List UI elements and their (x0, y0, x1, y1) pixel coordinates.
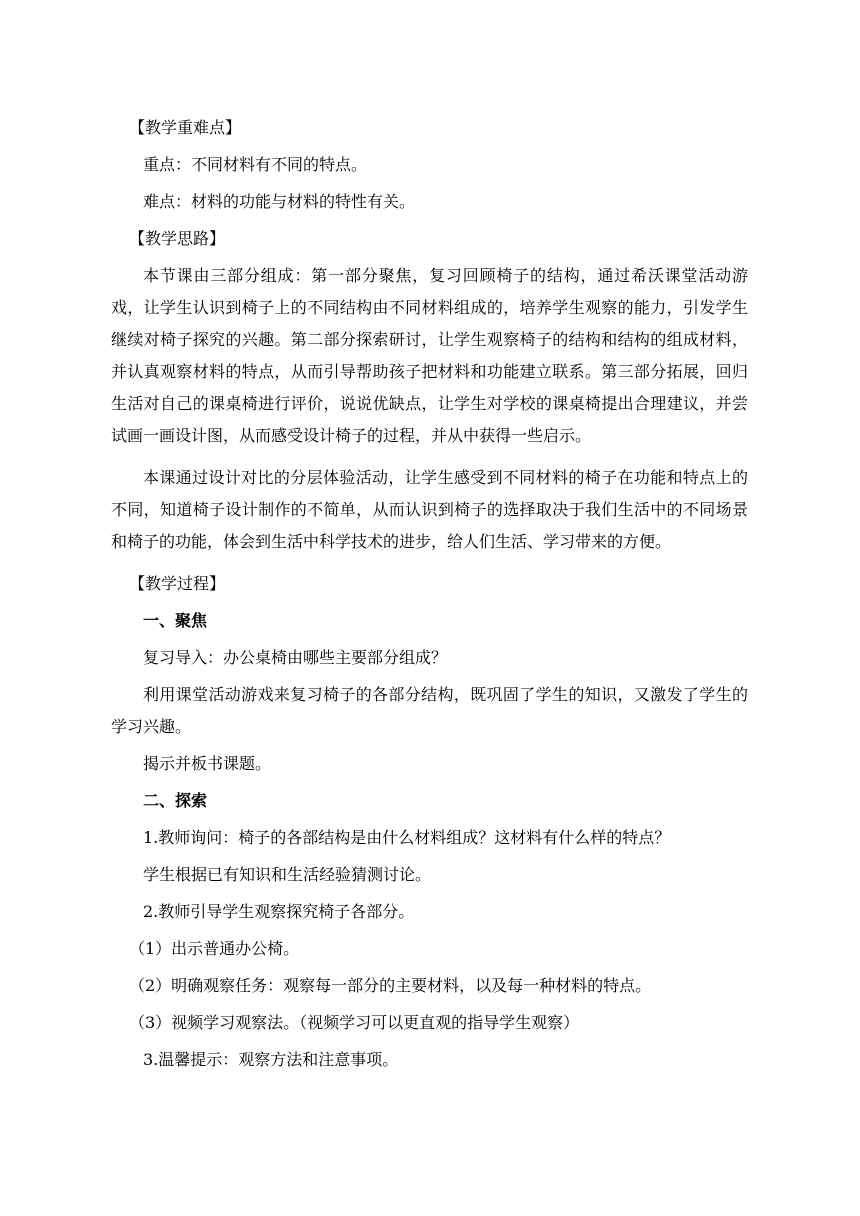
focus-question: 复习导入：办公桌椅由哪些主要部分组成？ (143, 648, 448, 667)
explore-item-1: 1.教师询问：椅子的各部结构是由什么材料组成？这材料有什么样的特点？ (143, 828, 671, 847)
key-points-heading: 【教学重难点】 (129, 118, 242, 137)
explore-item-2b: （2）明确观察任务：观察每一部分的主要材料，以及每一种材料的特点。 (129, 976, 652, 995)
focus-heading: 一、聚焦 (143, 611, 208, 630)
process-heading: 【教学过程】 (129, 574, 226, 593)
difficult-point: 难点：材料的功能与材料的特性有关。 (143, 192, 416, 211)
focus-reveal: 揭示并板书课题。 (143, 754, 272, 773)
explore-item-2: 2.教师引导学生观察探究椅子各部分。 (143, 902, 415, 921)
explore-item-1-sub: 学生根据已有知识和生活经验猜测讨论。 (143, 865, 432, 884)
document-body (111, 112, 748, 1081)
approach-heading: 【教学思路】 (129, 229, 226, 248)
focus-paragraph: 利用课堂活动游戏来复习椅子的各部分结构，既巩固了学生的知识，又激发了学生的学习兴趣。 (111, 685, 748, 736)
explore-item-2a: （1）出示普通办公椅。 (129, 939, 300, 958)
approach-paragraph-1: 本节课由三部分组成：第一部分聚焦，复习回顾椅子的结构，通过希沃课堂活动游戏，让学生认识到椅子上的不同结构由不同材料组成的，培养学生观察的能力，引发学生继续对椅子探究的兴趣。第二部分探索研讨，让学生观察椅子的结构和结构的组成材料，并认真观察材料的特点，从而引导帮助孩子把材料和功能建立联系。第三部分拓展，回归生活对自己的课桌椅进行评价，说说优缺点，让学生对学校的课桌椅提出合理建议，并尝试画一画设计图，从而感受设计椅子的过程，并从中获得一些启示。 (111, 266, 748, 445)
explore-item-3: 3.温馨提示：观察方法和注意事项。 (143, 1050, 399, 1069)
explore-heading: 二、探索 (143, 791, 208, 810)
explore-item-2c: （3）视频学习观察法。（视频学习可以更直观的指导学生观察） (129, 1013, 580, 1032)
approach-paragraph-2: 本课通过设计对比的分层体验活动，让学生感受到不同材料的椅子在功能和特点上的不同，知道椅子设计制作的不简单，从而认识到椅子的选择取决于我们生活中的不同场景和椅子的功能，体会到生活中科学技术的进步，给人们生活、学习带来的方便。 (111, 468, 748, 551)
key-point: 重点：不同材料有不同的特点。 (143, 155, 368, 174)
